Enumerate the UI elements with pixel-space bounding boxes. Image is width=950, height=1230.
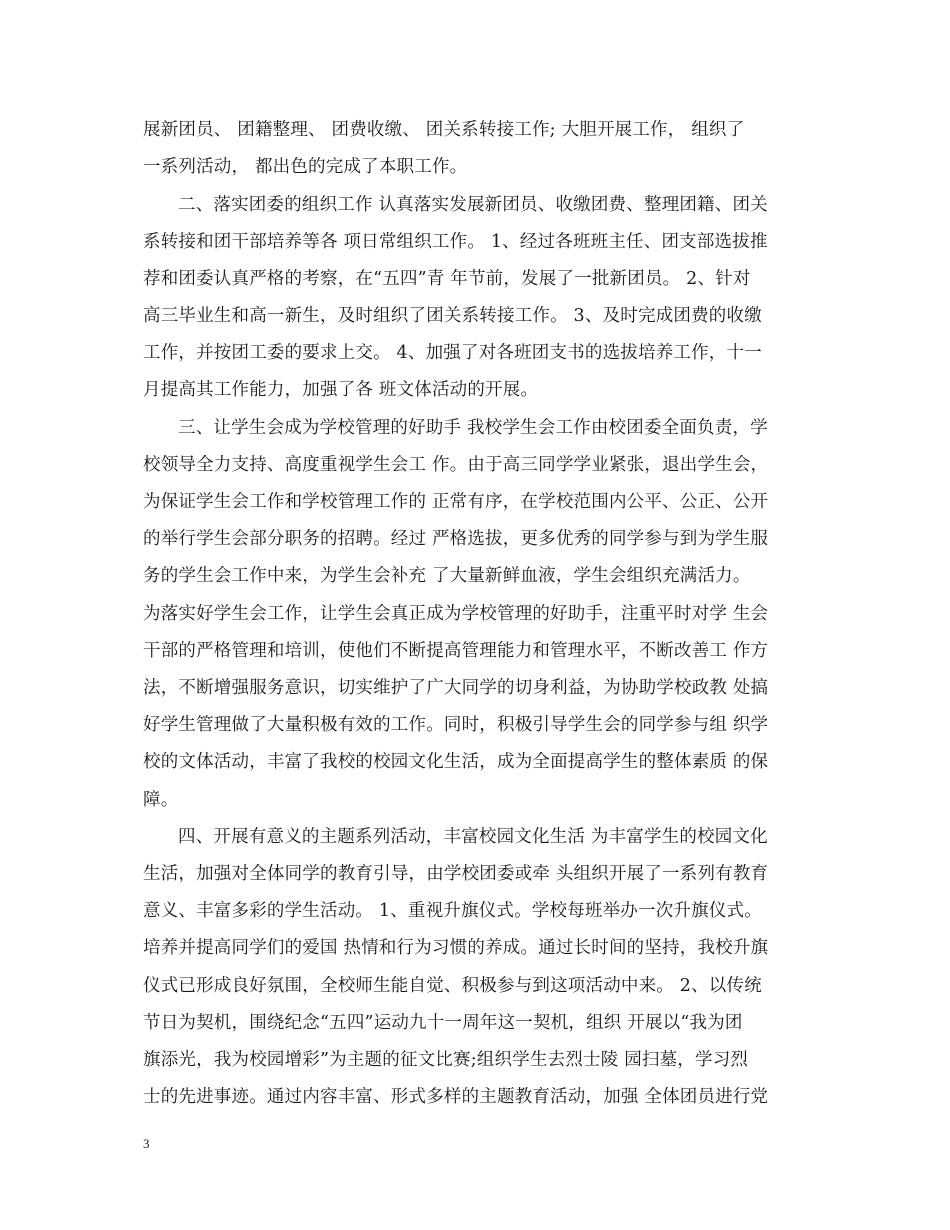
- text-line: 月提高其工作能力，加强了各 班文体活动的开展。: [143, 380, 539, 400]
- text-line: 校领导全力支持、高度重视学生会工 作。由于高三同学学业紧张，退出学生会，: [143, 455, 769, 475]
- text-line: 意义、丰富多彩的学生活动。 1、重视升旗仪式。学校每班举办一次升旗仪式。: [143, 901, 762, 921]
- text-line: 法，不断增强服务意识，切实维护了广大同学的切身利益，为协助学校政教 处搞: [143, 678, 769, 698]
- text-line: 障。: [143, 790, 179, 810]
- text-line: 好学生管理做了大量积极有效的工作。同时，积极引导学生会的同学参与组 织学: [143, 715, 769, 735]
- text-line: 务的学生会工作中来，为学生会补充 了大量新鲜血液，学生会组织充满活力。: [143, 566, 751, 586]
- text-line: 旗添光，我为校园增彩”为主题的征文比赛;组织学生去烈士陵 园扫墓，学习烈: [143, 1050, 749, 1070]
- text-line: 的举行学生会部分职务的招聘。经过 严格选拔，更多优秀的同学参与到为学生服: [143, 529, 769, 549]
- text-line: 展新团员、 团籍整理、 团费收缴、 团关系转接工作; 大胆开展工作， 组织了: [143, 120, 745, 140]
- text-line: 三、让学生会成为学校管理的好助手 我校学生会工作由校团委全面负责，学: [178, 418, 768, 438]
- text-line: 为落实好学生会工作，让学生会真正成为学校管理的好助手，注重平时对学 生会: [143, 604, 769, 624]
- text-line: 仪式已形成良好氛围，全校师生能自觉、积极参与到这项活动中来。 2、以传统: [143, 976, 762, 996]
- text-line: 高三毕业生和高一新生，及时组织了团关系转接工作。 3、及时完成团费的收缴: [143, 306, 762, 326]
- text-line: 节日为契机，围绕纪念“五四”运动九十一周年这一契机，组织 开展以“我为团: [143, 1013, 743, 1033]
- text-line: 干部的严格管理和培训，使他们不断提高管理能力和管理水平，不断改善工 作方: [143, 641, 769, 661]
- text-line: 四、开展有意义的主题系列活动，丰富校园文化生活 为丰富学生的校园文化: [178, 827, 768, 847]
- text-line: 一系列活动， 都出色的完成了本职工作。: [143, 157, 468, 177]
- text-line: 为保证学生会工作和学校管理工作的 正常有序，在学校范围内公平、公正、公开: [143, 492, 769, 512]
- page-number: 3: [143, 1136, 150, 1151]
- text-line: 二、落实团委的组织工作 认真落实发展新团员、收缴团费、整理团籍、团关: [178, 195, 768, 215]
- text-line: 培养并提高同学们的爱国 热情和行为习惯的养成。通过长时间的坚持，我校升旗: [143, 938, 769, 958]
- text-line: 工作，并按团工委的要求上交。 4、加强了对各班团支书的选拔培养工作，十一: [143, 343, 762, 363]
- text-line: 士的先进事迹。通过内容丰富、形式多样的主题教育活动，加强 全体团员进行党: [143, 1087, 769, 1107]
- text-line: 生活，加强对全体同学的教育引导，由学校团委或牵 头组织开展了一系列有教育: [143, 864, 769, 884]
- text-line: 系转接和团干部培养等各 项日常组织工作。 1、经过各班班主任、团支部选拔推: [143, 232, 768, 252]
- text-line: 校的文体活动，丰富了我校的校园文化生活，成为全面提高学生的整体素质 的保: [143, 752, 769, 772]
- text-line: 荐和团委认真严格的考察，在“五四”青 年节前，发展了一批新团员。 2、针对: [143, 269, 751, 289]
